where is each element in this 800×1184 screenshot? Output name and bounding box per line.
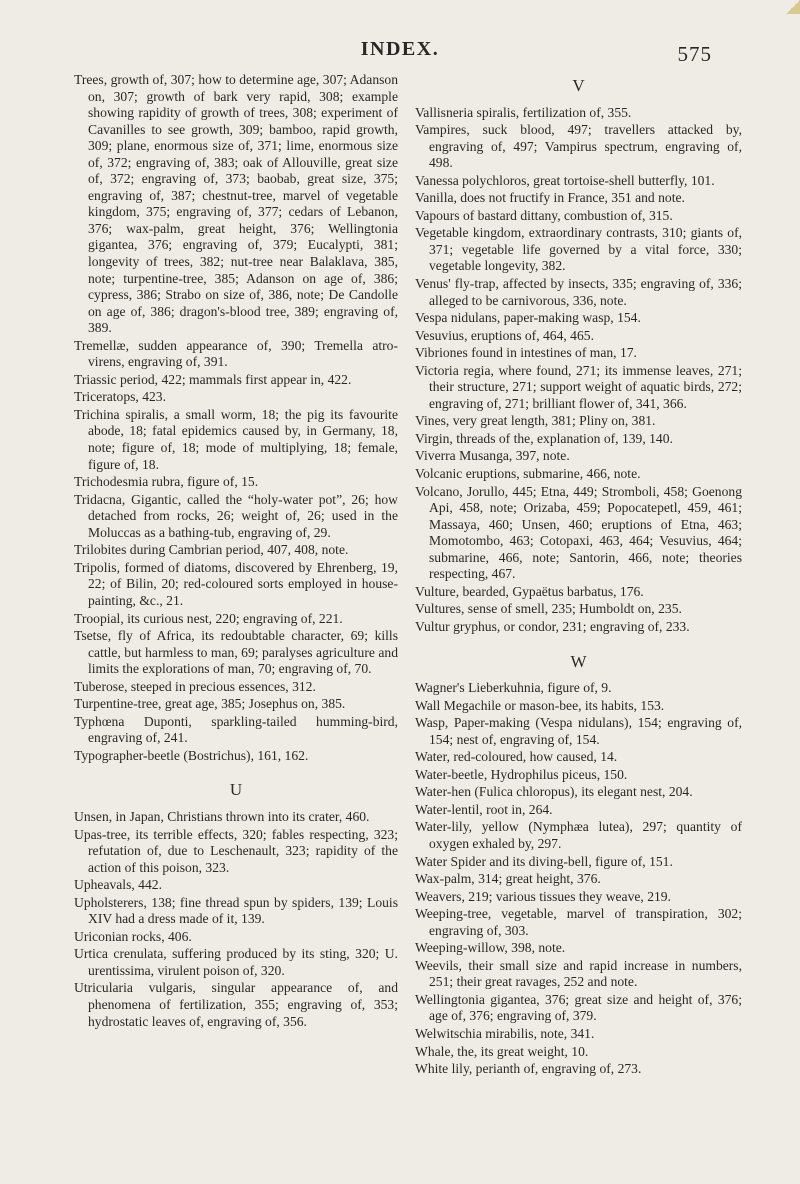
page-corner <box>786 0 800 14</box>
index-entry: Urtica crenulata, suffering produced by its sting, 320; U. urentissima, virulent poison of, 320. <box>74 946 398 978</box>
v-section <box>415 105 742 636</box>
index-entry: Vampires, suck blood, 497; travellers attacked by, engraving of, 497; Vampirus spectrum, engraving of, 498. <box>415 122 742 171</box>
index-entry: Tuberose, steeped in precious essences, 312. <box>74 678 316 694</box>
index-entry: Typographer-beetle (Bostrichus), 161, 162. <box>74 747 309 763</box>
index-entry: Vines, very great length, 381; Pliny on, 381. <box>415 413 656 429</box>
index-entry: Upheavals, 442. <box>74 877 162 893</box>
right-column <box>415 72 742 1079</box>
index-entry: Weevils, their small size and rapid increase in numbers, 251; their great ravages, 252 and note. <box>415 957 742 990</box>
section-letter-v: V <box>572 76 585 95</box>
left-column <box>74 72 398 1031</box>
index-entry: Trichina spiralis, a small worm, 18; the pig its favourite abode, 18; fatal epidemics caused by, in Germany, 18, note; figure of, 18; mode of multiplying, 18; female, figure of, 18. <box>74 406 398 472</box>
index-entry: Uriconian rocks, 406. <box>74 928 192 944</box>
u-section <box>74 809 398 1030</box>
index-entry: Turpentine-tree, great age, 385; Josephus on, 385. <box>74 696 346 712</box>
index-entry: Trees, growth of, 307; how to determine age, 307; Adanson on, 307; growth of bark very rapid, 308; example showing rapidity of growth of trees, 308; experiment of Cavanilles to see growth, 309; bamboo, rapid growth, 309; plane, enormous size of, 371; lime, enormous size of, 372; engraving of, 383; oak of Allouville, great size of, 372; engraving of, 373; baobab, great size, 375; engraving of, 387; chestnut-tree, marvel of vegetable kingdom, 375; engraving of, 377; cedars of Lebanon, 376; wax-palm, great height, 376; Wellingtonia gigantea, 376; engraving of, 379; Eucalypti, 381; longevity of trees, 382; nut-tree near Balaklava, 385, note; turpentine-tree, 385; Adanson on age of, 386; cypress, 386; Strabo on size of, 386, note; De Candolle on age of, 386; dragon's-blood tree, 389; engraving of, 389. <box>74 72 398 336</box>
index-entry: Water-hen (Fulica chloropus), its elegant nest, 204. <box>415 784 693 800</box>
index-entry: Upas-tree, its terrible effects, 320; fables respecting, 323; refutation of, due to Leschenault, 323; rapidity of the action of this poison, 323. <box>74 826 398 875</box>
index-entry: Triassic period, 422; mammals first appear in, 422. <box>74 371 352 387</box>
index-entry: Tsetse, fly of Africa, its redoubtable character, 69; kills cattle, but harmless to man, 69; paralyses agriculture and limits the explorations of man, 70; engraving of, 70. <box>74 628 398 677</box>
index-entry: Tripolis, formed of diatoms, discovered by Ehrenberg, 19, 22; of Bilin, 20; red-coloured sorts employed in house-painting, &c., 21. <box>74 559 398 608</box>
index-entry: Vanilla, does not fructify in France, 351 and note. <box>415 190 685 206</box>
index-entry: Wasp, Paper-making (Vespa nidulans), 154; engraving of, 154; nest of, engraving of, 154. <box>415 715 742 747</box>
index-entry: Upholsterers, 138; fine thread spun by spiders, 139; Louis XIV had a dress made of it, 139. <box>74 894 398 927</box>
index-entry: Vanessa polychloros, great tortoise-shell butterfly, 101. <box>415 172 715 188</box>
index-entry: Water-beetle, Hydrophilus piceus, 150. <box>415 766 628 782</box>
index-entry: Typhœna Duponti, sparkling-tailed humming-bird, engraving of, 241. <box>74 713 398 746</box>
index-entry: Vultur gryphus, or condor, 231; engraving of, 233. <box>415 618 690 634</box>
index-entry: Unsen, in Japan, Christians thrown into its crater, 460. <box>74 808 370 824</box>
index-entry: Tremellæ, sudden appearance of, 390; Tremella atro-virens, engraving of, 391. <box>74 337 398 370</box>
index-entry: Wall Megachile or mason-bee, its habits, 153. <box>415 697 665 713</box>
index-entry: Wax-palm, 314; great height, 376. <box>415 871 601 887</box>
index-entry: Triceratops, 423. <box>74 389 167 405</box>
index-entry: Weeping-willow, 398, note. <box>415 940 566 956</box>
section-letter-w: W <box>570 651 587 671</box>
index-entry: Weeping-tree, vegetable, marvel of transpiration, 302; engraving of, 303. <box>415 906 742 938</box>
index-entry: Trilobites during Cambrian period, 407, 408, note. <box>74 542 349 558</box>
index-entry: Tridacna, Gigantic, called the “holy-water pot”, 26; how detached from rocks, 26; weight of, 26; used in the Moluccas as a bathing-tub, engraving of, 29. <box>74 491 398 540</box>
w-section <box>415 680 742 1078</box>
index-entry: Vibriones found in intestines of man, 17. <box>415 345 637 361</box>
index-entry: Vapours of bastard dittany, combustion of, 315. <box>415 207 673 223</box>
index-entry: Trichodesmia rubra, figure of, 15. <box>74 474 259 490</box>
index-entry: Vulture, bearded, Gypaëtus barbatus, 176. <box>415 583 644 599</box>
page-header-title: INDEX. <box>360 38 440 60</box>
index-entry: Welwitschia mirabilis, note, 341. <box>415 1025 595 1041</box>
index-entry: Venus' fly-trap, affected by insects, 335; engraving of, 336; alleged to be carnivorous, 336, note. <box>415 276 742 308</box>
index-entry: Volcanic eruptions, submarine, 466, note. <box>415 466 641 482</box>
index-entry: Wagner's Lieberkuhnia, figure of, 9. <box>415 680 612 696</box>
index-entry: Water Spider and its diving-bell, figure of, 151. <box>415 853 673 869</box>
index-entry: White lily, perianth of, engraving of, 273. <box>415 1061 642 1077</box>
index-entry: Water, red-coloured, how caused, 14. <box>415 749 618 765</box>
index-entry: Whale, the, its great weight, 10. <box>415 1043 589 1059</box>
index-entry: Utricularia vulgaris, singular appearance of, and phenomena of fertilization, 355; engraving of, 353; hydrostatic leaves of, engraving of, 356. <box>74 980 398 1029</box>
index-entry: Volcano, Jorullo, 445; Etna, 449; Stromboli, 458; Goenong Api, 458, note; Orizaba, 459; Popocatepetl, 459, 461; Massaya, 460; Unsen, 460; eruptions of Etna, 463; Momotombo, 463; Cotopaxi, 463, 464; Vesuvius, 464; submarine, 466, note; Santorin, 466, note; theories respecting, 467. <box>415 483 742 582</box>
index-entry: Vesuvius, eruptions of, 464, 465. <box>415 327 594 343</box>
page-number: 575 <box>677 42 712 66</box>
index-entry: Water-lily, yellow (Nymphæa lutea), 297; quantity of oxygen exhaled by, 297. <box>415 819 742 851</box>
section-letter-u: U <box>229 780 243 800</box>
index-entry: Vultures, sense of smell, 235; Humboldt on, 235. <box>415 601 682 617</box>
index-entry: Viverra Musanga, 397, note. <box>415 448 570 464</box>
index-entry: Vegetable kingdom, extraordinary contrasts, 310; giants of, 371; vegetable life governed by a vital force, 330; vegetable longevity, 382. <box>415 225 742 274</box>
index-entry: Wellingtonia gigantea, 376; great size and height of, 376; age of, 376; engraving of, 379. <box>415 991 742 1024</box>
index-entry: Virgin, threads of the, explanation of, 139, 140. <box>415 430 673 446</box>
index-entry: Troopial, its curious nest, 220; engraving of, 221. <box>74 610 343 626</box>
t-section <box>74 72 398 764</box>
index-entry: Vallisneria spiralis, fertilization of, 355. <box>415 104 632 120</box>
index-entry: Victoria regia, where found, 271; its immense leaves, 271; their structure, 271; support weight of aquatic birds, 272; engraving of, 271; brilliant flower of, 341, 366. <box>415 362 742 411</box>
index-entry: Weavers, 219; various tissues they weave, 219. <box>415 888 671 904</box>
index-entry: Vespa nidulans, paper-making wasp, 154. <box>415 310 641 326</box>
index-entry: Water-lentil, root in, 264. <box>415 801 553 817</box>
